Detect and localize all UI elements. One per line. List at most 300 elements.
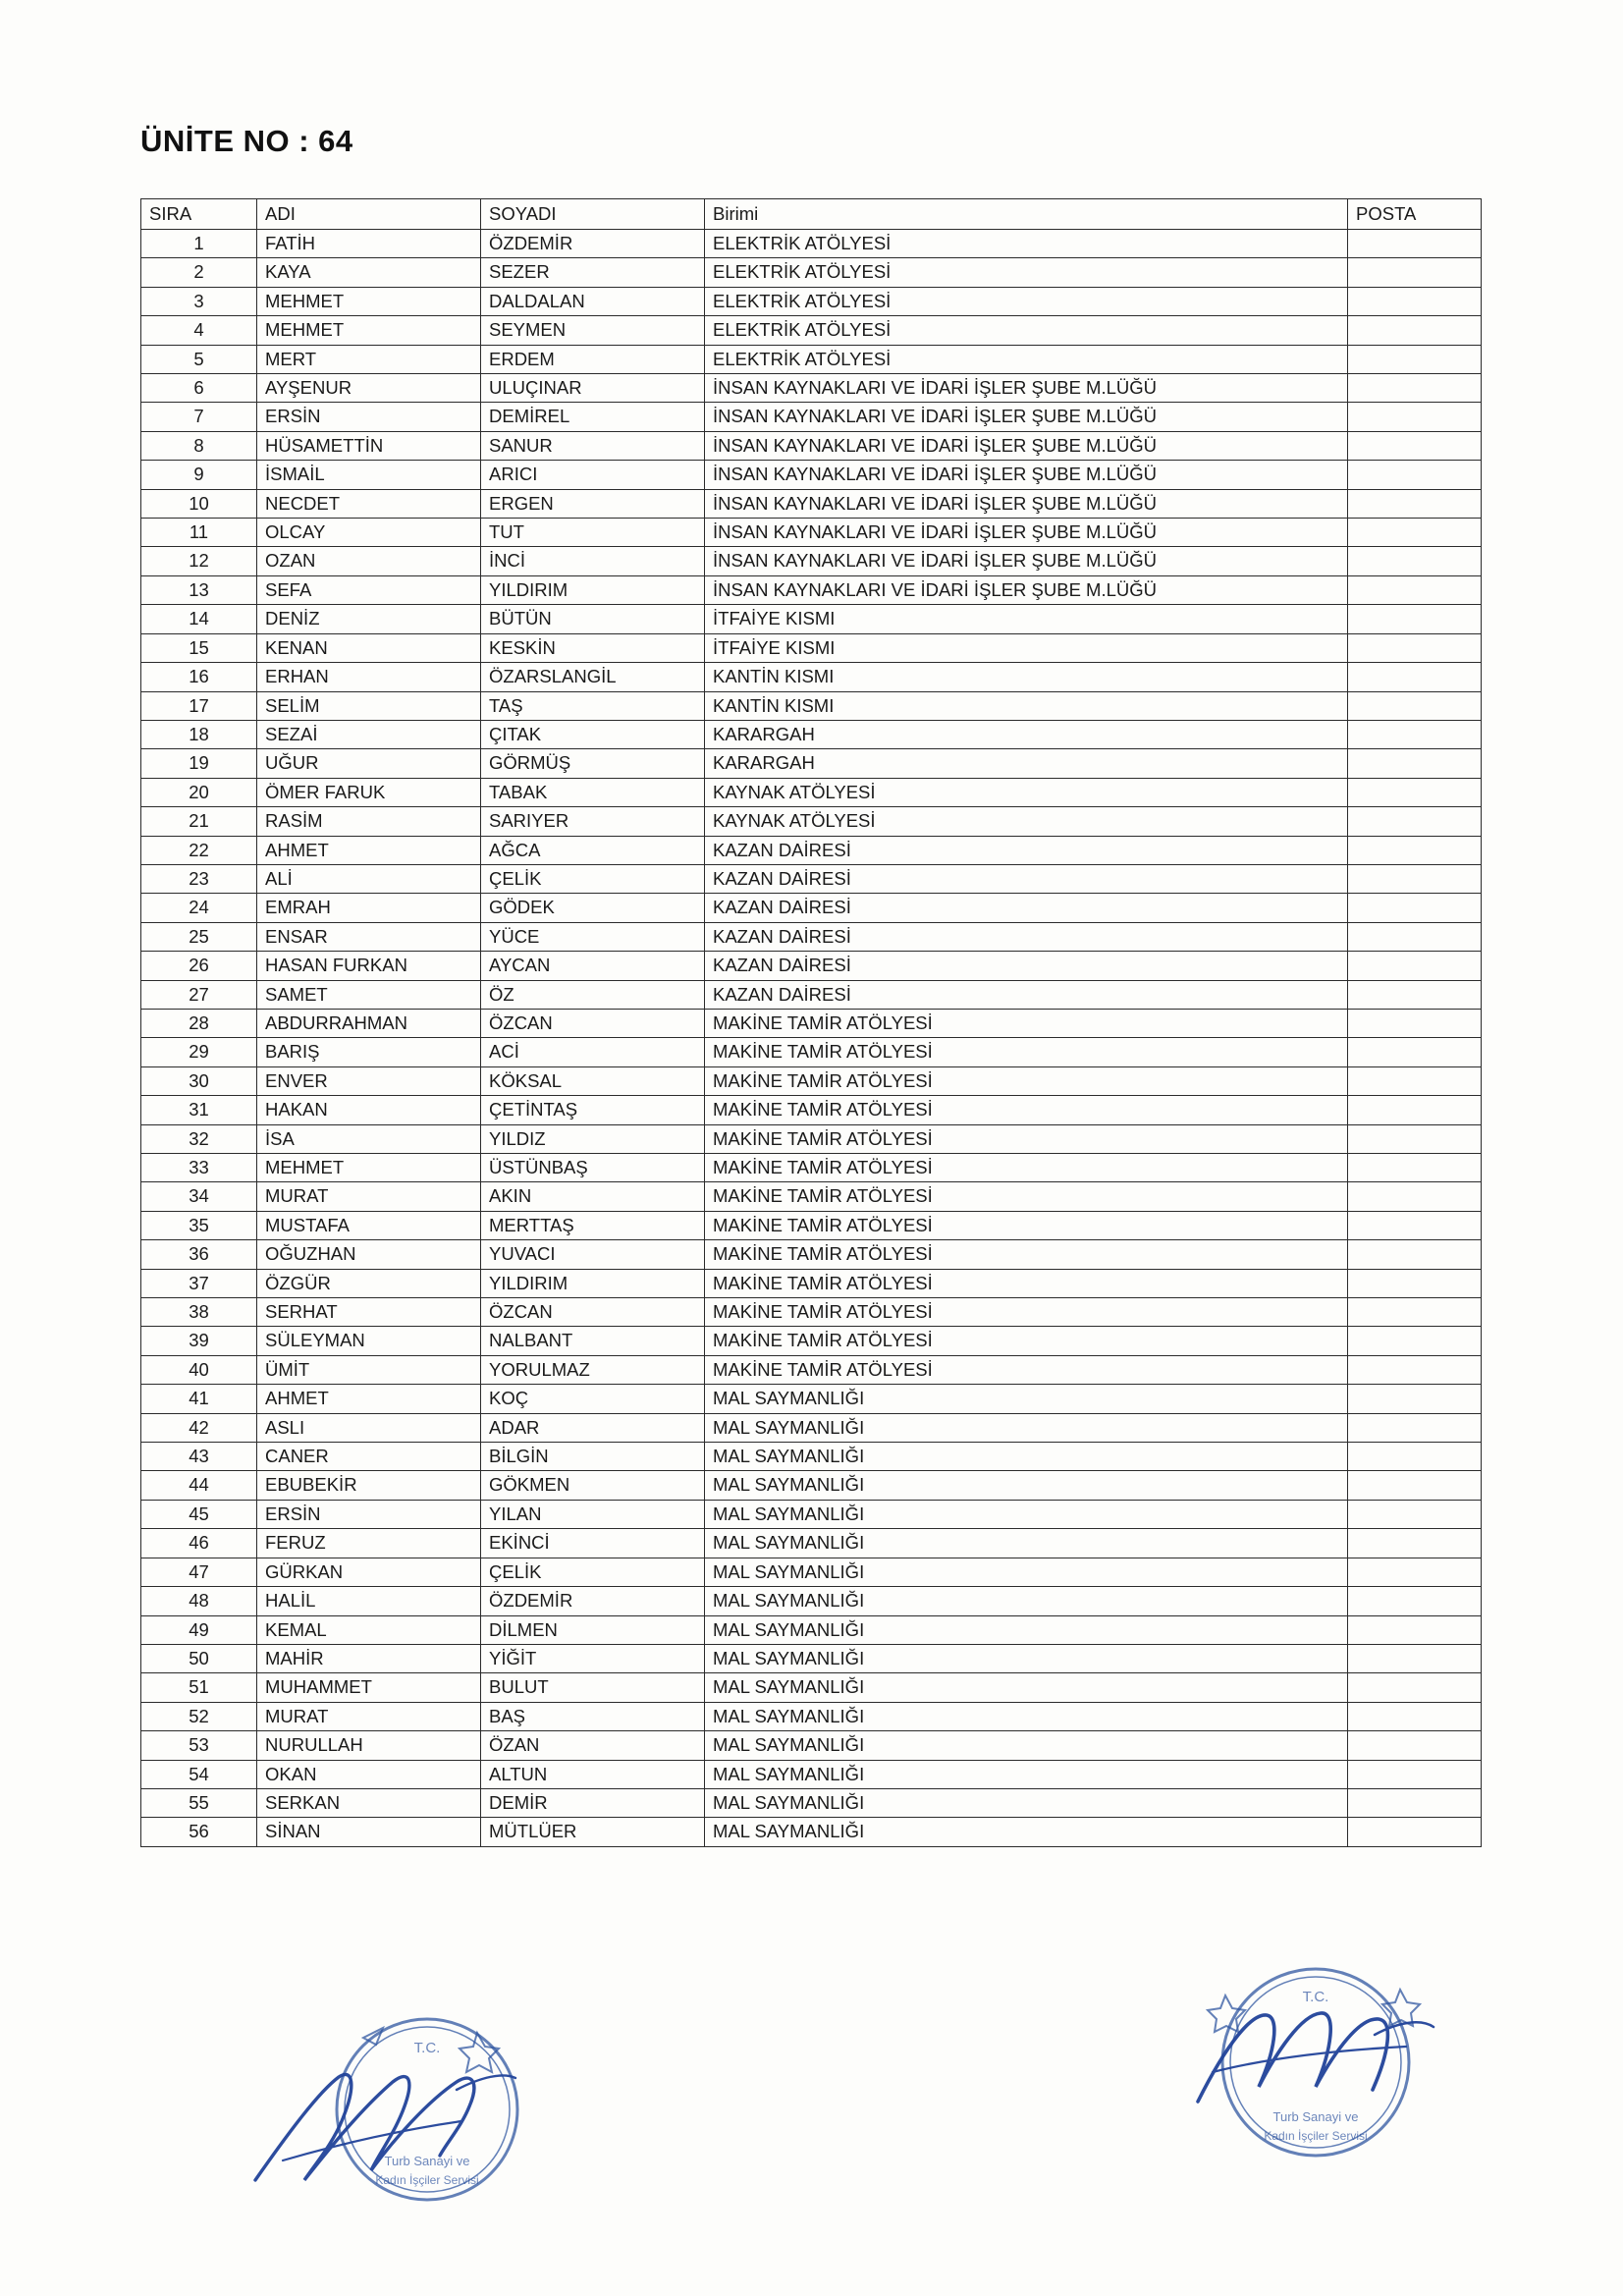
table-row	[141, 1644, 1482, 1672]
cell-sira: 25	[141, 922, 257, 951]
cell-sira: 22	[141, 836, 257, 864]
table-row	[141, 345, 1482, 373]
cell-birimi: MAL SAYMANLIĞI	[705, 1500, 1348, 1528]
cell-sira: 50	[141, 1644, 257, 1672]
table-row	[141, 1096, 1482, 1124]
cell-posta	[1348, 1760, 1482, 1788]
cell-birimi: KAYNAK ATÖLYESİ	[705, 807, 1348, 836]
cell-posta	[1348, 1298, 1482, 1327]
signature-stamp-left	[245, 1984, 579, 2269]
table-row	[141, 1240, 1482, 1269]
cell-adi: İSA	[257, 1124, 481, 1153]
cell-posta	[1348, 1615, 1482, 1644]
table-row	[141, 230, 1482, 258]
table-row	[141, 1154, 1482, 1182]
table-row	[141, 1818, 1482, 1846]
cell-birimi: KANTİN KISMI	[705, 691, 1348, 720]
table-row	[141, 720, 1482, 748]
cell-birimi: MAKİNE TAMİR ATÖLYESİ	[705, 1154, 1348, 1182]
cell-adi: NURULLAH	[257, 1731, 481, 1760]
cell-soyadi: ÖZ	[481, 980, 705, 1009]
table-row	[141, 749, 1482, 778]
cell-adi: EBUBEKİR	[257, 1471, 481, 1500]
cell-birimi: MAKİNE TAMİR ATÖLYESİ	[705, 1182, 1348, 1211]
cell-soyadi: SANUR	[481, 431, 705, 460]
cell-sira: 29	[141, 1038, 257, 1066]
cell-posta	[1348, 403, 1482, 431]
cell-posta	[1348, 1673, 1482, 1702]
cell-sira: 3	[141, 287, 257, 315]
cell-sira: 8	[141, 431, 257, 460]
cell-soyadi: ERDEM	[481, 345, 705, 373]
cell-sira: 12	[141, 547, 257, 575]
cell-adi: SİNAN	[257, 1818, 481, 1846]
cell-sira: 54	[141, 1760, 257, 1788]
cell-sira: 1	[141, 230, 257, 258]
cell-soyadi: YILDIZ	[481, 1124, 705, 1153]
cell-posta	[1348, 1154, 1482, 1182]
cell-adi: OZAN	[257, 547, 481, 575]
table-row	[141, 605, 1482, 633]
column-header-adi: ADI	[257, 199, 481, 230]
page-title: ÜNİTE NO : 64	[140, 124, 353, 158]
cell-birimi: KAZAN DAİRESİ	[705, 836, 1348, 864]
cell-posta	[1348, 1240, 1482, 1269]
table-row	[141, 1673, 1482, 1702]
cell-sira: 42	[141, 1413, 257, 1442]
cell-posta	[1348, 1587, 1482, 1615]
cell-birimi: KARARGAH	[705, 749, 1348, 778]
cell-sira: 6	[141, 374, 257, 403]
cell-sira: 56	[141, 1818, 257, 1846]
cell-birimi: MAKİNE TAMİR ATÖLYESİ	[705, 1009, 1348, 1037]
cell-soyadi: ERGEN	[481, 489, 705, 518]
cell-soyadi: ÖZDEMİR	[481, 230, 705, 258]
cell-adi: ERSİN	[257, 403, 481, 431]
cell-birimi: İNSAN KAYNAKLARI VE İDARİ İŞLER ŞUBE M.LÜĞÜ	[705, 403, 1348, 431]
cell-sira: 55	[141, 1788, 257, 1817]
table-row	[141, 1211, 1482, 1239]
cell-posta	[1348, 605, 1482, 633]
cell-sira: 30	[141, 1066, 257, 1095]
cell-adi: SERHAT	[257, 1298, 481, 1327]
cell-sira: 40	[141, 1355, 257, 1384]
cell-adi: ÜMİT	[257, 1355, 481, 1384]
cell-adi: SEFA	[257, 575, 481, 604]
cell-sira: 16	[141, 663, 257, 691]
table-row	[141, 1066, 1482, 1095]
cell-sira: 31	[141, 1096, 257, 1124]
cell-birimi: MAL SAYMANLIĞI	[705, 1587, 1348, 1615]
cell-adi: RASİM	[257, 807, 481, 836]
table-row	[141, 374, 1482, 403]
cell-birimi: MAKİNE TAMİR ATÖLYESİ	[705, 1298, 1348, 1327]
cell-soyadi: KÖKSAL	[481, 1066, 705, 1095]
cell-adi: GÜRKAN	[257, 1558, 481, 1586]
cell-soyadi: KOÇ	[481, 1385, 705, 1413]
cell-soyadi: KESKİN	[481, 633, 705, 662]
table-row	[141, 287, 1482, 315]
cell-sira: 15	[141, 633, 257, 662]
cell-sira: 24	[141, 894, 257, 922]
cell-sira: 48	[141, 1587, 257, 1615]
cell-posta	[1348, 1471, 1482, 1500]
cell-sira: 2	[141, 258, 257, 287]
cell-posta	[1348, 864, 1482, 893]
cell-adi: MUHAMMET	[257, 1673, 481, 1702]
cell-birimi: MAL SAYMANLIĞI	[705, 1818, 1348, 1846]
cell-posta	[1348, 519, 1482, 547]
cell-posta	[1348, 547, 1482, 575]
table-row	[141, 1385, 1482, 1413]
column-header-posta: POSTA	[1348, 199, 1482, 230]
cell-adi: ENVER	[257, 1066, 481, 1095]
cell-soyadi: NALBANT	[481, 1327, 705, 1355]
cell-birimi: MAL SAYMANLIĞI	[705, 1443, 1348, 1471]
cell-adi: MEHMET	[257, 287, 481, 315]
cell-sira: 45	[141, 1500, 257, 1528]
cell-posta	[1348, 1702, 1482, 1730]
cell-birimi: ELEKTRİK ATÖLYESİ	[705, 230, 1348, 258]
cell-posta	[1348, 1269, 1482, 1297]
cell-birimi: MAKİNE TAMİR ATÖLYESİ	[705, 1211, 1348, 1239]
table-row	[141, 1500, 1482, 1528]
cell-posta	[1348, 1096, 1482, 1124]
cell-soyadi: ÜSTÜNBAŞ	[481, 1154, 705, 1182]
cell-sira: 53	[141, 1731, 257, 1760]
cell-birimi: KAZAN DAİRESİ	[705, 894, 1348, 922]
cell-birimi: MAL SAYMANLIĞI	[705, 1702, 1348, 1730]
table-row	[141, 952, 1482, 980]
svg-text:Turb Sanayi ve: Turb Sanayi ve	[384, 2154, 470, 2168]
cell-sira: 18	[141, 720, 257, 748]
cell-soyadi: YILAN	[481, 1500, 705, 1528]
cell-posta	[1348, 836, 1482, 864]
cell-sira: 49	[141, 1615, 257, 1644]
cell-posta	[1348, 1558, 1482, 1586]
cell-soyadi: DALDALAN	[481, 287, 705, 315]
cell-birimi: MAKİNE TAMİR ATÖLYESİ	[705, 1240, 1348, 1269]
table-row	[141, 922, 1482, 951]
cell-soyadi: ÇELİK	[481, 1558, 705, 1586]
table-row	[141, 1182, 1482, 1211]
cell-soyadi: ÖZARSLANGİL	[481, 663, 705, 691]
cell-sira: 37	[141, 1269, 257, 1297]
cell-adi: AHMET	[257, 836, 481, 864]
cell-posta	[1348, 489, 1482, 518]
table-row	[141, 1615, 1482, 1644]
cell-sira: 11	[141, 519, 257, 547]
cell-birimi: MAL SAYMANLIĞI	[705, 1760, 1348, 1788]
column-header-sira: SIRA	[141, 199, 257, 230]
cell-soyadi: MERTTAŞ	[481, 1211, 705, 1239]
svg-text:Turb Sanayi ve: Turb Sanayi ve	[1272, 2109, 1359, 2124]
cell-adi: MEHMET	[257, 316, 481, 345]
cell-posta	[1348, 461, 1482, 489]
table-row	[141, 461, 1482, 489]
cell-posta	[1348, 374, 1482, 403]
table-header-row	[141, 199, 1482, 230]
cell-adi: KEMAL	[257, 1615, 481, 1644]
cell-birimi: İNSAN KAYNAKLARI VE İDARİ İŞLER ŞUBE M.LÜĞÜ	[705, 431, 1348, 460]
cell-soyadi: BAŞ	[481, 1702, 705, 1730]
cell-sira: 21	[141, 807, 257, 836]
cell-soyadi: ÇELİK	[481, 864, 705, 893]
cell-adi: ASLI	[257, 1413, 481, 1442]
table-row	[141, 1471, 1482, 1500]
cell-adi: KAYA	[257, 258, 481, 287]
cell-posta	[1348, 1731, 1482, 1760]
cell-posta	[1348, 1009, 1482, 1037]
cell-posta	[1348, 1529, 1482, 1558]
cell-sira: 13	[141, 575, 257, 604]
cell-sira: 39	[141, 1327, 257, 1355]
cell-adi: SEZAİ	[257, 720, 481, 748]
cell-adi: MURAT	[257, 1182, 481, 1211]
cell-soyadi: ACİ	[481, 1038, 705, 1066]
cell-sira: 17	[141, 691, 257, 720]
cell-soyadi: BİLGİN	[481, 1443, 705, 1471]
cell-soyadi: YILDIRIM	[481, 1269, 705, 1297]
table-row	[141, 519, 1482, 547]
table-row	[141, 1731, 1482, 1760]
cell-soyadi: GÖKMEN	[481, 1471, 705, 1500]
cell-adi: ABDURRAHMAN	[257, 1009, 481, 1037]
cell-adi: MAHİR	[257, 1644, 481, 1672]
cell-soyadi: ARICI	[481, 461, 705, 489]
cell-birimi: MAL SAYMANLIĞI	[705, 1644, 1348, 1672]
cell-birimi: MAKİNE TAMİR ATÖLYESİ	[705, 1066, 1348, 1095]
cell-soyadi: TUT	[481, 519, 705, 547]
cell-birimi: İNSAN KAYNAKLARI VE İDARİ İŞLER ŞUBE M.LÜĞÜ	[705, 374, 1348, 403]
cell-posta	[1348, 1818, 1482, 1846]
cell-sira: 35	[141, 1211, 257, 1239]
cell-posta	[1348, 1355, 1482, 1384]
cell-sira: 28	[141, 1009, 257, 1037]
cell-soyadi: TAŞ	[481, 691, 705, 720]
cell-posta	[1348, 1500, 1482, 1528]
cell-birimi: KARARGAH	[705, 720, 1348, 748]
cell-adi: SAMET	[257, 980, 481, 1009]
table-row	[141, 1760, 1482, 1788]
cell-soyadi: ÇITAK	[481, 720, 705, 748]
table-row	[141, 894, 1482, 922]
cell-adi: ÖZGÜR	[257, 1269, 481, 1297]
table-row	[141, 258, 1482, 287]
cell-soyadi: YORULMAZ	[481, 1355, 705, 1384]
cell-adi: ENSAR	[257, 922, 481, 951]
cell-soyadi: GÖRMÜŞ	[481, 749, 705, 778]
cell-sira: 9	[141, 461, 257, 489]
cell-birimi: MAKİNE TAMİR ATÖLYESİ	[705, 1269, 1348, 1297]
cell-posta	[1348, 230, 1482, 258]
cell-posta	[1348, 952, 1482, 980]
cell-soyadi: DEMİREL	[481, 403, 705, 431]
cell-birimi: MAL SAYMANLIĞI	[705, 1471, 1348, 1500]
cell-soyadi: BÜTÜN	[481, 605, 705, 633]
cell-sira: 38	[141, 1298, 257, 1327]
cell-sira: 51	[141, 1673, 257, 1702]
cell-posta	[1348, 1211, 1482, 1239]
cell-sira: 36	[141, 1240, 257, 1269]
cell-birimi: MAKİNE TAMİR ATÖLYESİ	[705, 1327, 1348, 1355]
cell-birimi: MAL SAYMANLIĞI	[705, 1788, 1348, 1817]
cell-posta	[1348, 1413, 1482, 1442]
cell-adi: FERUZ	[257, 1529, 481, 1558]
cell-adi: AHMET	[257, 1385, 481, 1413]
cell-sira: 7	[141, 403, 257, 431]
cell-posta	[1348, 1443, 1482, 1471]
cell-posta	[1348, 980, 1482, 1009]
cell-adi: OKAN	[257, 1760, 481, 1788]
cell-birimi: İTFAİYE KISMI	[705, 633, 1348, 662]
table-row	[141, 691, 1482, 720]
cell-soyadi: ÇETİNTAŞ	[481, 1096, 705, 1124]
cell-adi: İSMAİL	[257, 461, 481, 489]
cell-soyadi: DİLMEN	[481, 1615, 705, 1644]
table-row	[141, 1558, 1482, 1586]
table-row	[141, 403, 1482, 431]
signature-stamp-right	[1159, 1944, 1473, 2210]
cell-posta	[1348, 1038, 1482, 1066]
cell-sira: 44	[141, 1471, 257, 1500]
cell-adi: NECDET	[257, 489, 481, 518]
cell-birimi: MAL SAYMANLIĞI	[705, 1529, 1348, 1558]
cell-birimi: KAZAN DAİRESİ	[705, 922, 1348, 951]
table-row	[141, 431, 1482, 460]
cell-adi: EMRAH	[257, 894, 481, 922]
cell-soyadi: ÖZDEMİR	[481, 1587, 705, 1615]
table-row	[141, 1788, 1482, 1817]
cell-birimi: İNSAN KAYNAKLARI VE İDARİ İŞLER ŞUBE M.LÜĞÜ	[705, 489, 1348, 518]
cell-posta	[1348, 1385, 1482, 1413]
cell-soyadi: AĞCA	[481, 836, 705, 864]
cell-adi: ÖMER FARUK	[257, 778, 481, 806]
cell-birimi: MAKİNE TAMİR ATÖLYESİ	[705, 1038, 1348, 1066]
table-row	[141, 575, 1482, 604]
cell-birimi: ELEKTRİK ATÖLYESİ	[705, 258, 1348, 287]
cell-soyadi: ÖZCAN	[481, 1298, 705, 1327]
table-row	[141, 1298, 1482, 1327]
cell-adi: AYŞENUR	[257, 374, 481, 403]
cell-birimi: MAL SAYMANLIĞI	[705, 1385, 1348, 1413]
cell-soyadi: ÖZAN	[481, 1731, 705, 1760]
cell-birimi: ELEKTRİK ATÖLYESİ	[705, 287, 1348, 315]
cell-birimi: KAZAN DAİRESİ	[705, 864, 1348, 893]
cell-adi: ERHAN	[257, 663, 481, 691]
cell-adi: FATİH	[257, 230, 481, 258]
cell-posta	[1348, 807, 1482, 836]
cell-birimi: KAZAN DAİRESİ	[705, 980, 1348, 1009]
cell-soyadi: BULUT	[481, 1673, 705, 1702]
cell-posta	[1348, 1644, 1482, 1672]
cell-soyadi: ADAR	[481, 1413, 705, 1442]
cell-adi: OLCAY	[257, 519, 481, 547]
cell-posta	[1348, 575, 1482, 604]
cell-soyadi: SARIYER	[481, 807, 705, 836]
cell-sira: 41	[141, 1385, 257, 1413]
cell-soyadi: YUVACI	[481, 1240, 705, 1269]
cell-birimi: MAL SAYMANLIĞI	[705, 1673, 1348, 1702]
cell-posta	[1348, 345, 1482, 373]
table-row	[141, 1529, 1482, 1558]
cell-birimi: ELEKTRİK ATÖLYESİ	[705, 345, 1348, 373]
cell-posta	[1348, 431, 1482, 460]
table-row	[141, 1413, 1482, 1442]
cell-soyadi: İNCİ	[481, 547, 705, 575]
cell-soyadi: DEMİR	[481, 1788, 705, 1817]
cell-soyadi: ULUÇINAR	[481, 374, 705, 403]
cell-sira: 4	[141, 316, 257, 345]
table-row	[141, 1038, 1482, 1066]
cell-adi: UĞUR	[257, 749, 481, 778]
cell-sira: 34	[141, 1182, 257, 1211]
cell-posta	[1348, 1182, 1482, 1211]
cell-posta	[1348, 1788, 1482, 1817]
cell-sira: 33	[141, 1154, 257, 1182]
cell-adi: HÜSAMETTİN	[257, 431, 481, 460]
cell-posta	[1348, 749, 1482, 778]
table-row	[141, 864, 1482, 893]
cell-posta	[1348, 894, 1482, 922]
cell-posta	[1348, 922, 1482, 951]
table-row	[141, 1009, 1482, 1037]
table-row	[141, 633, 1482, 662]
cell-posta	[1348, 287, 1482, 315]
cell-birimi: MAL SAYMANLIĞI	[705, 1558, 1348, 1586]
table-row	[141, 489, 1482, 518]
cell-soyadi: YÜCE	[481, 922, 705, 951]
cell-birimi: İNSAN KAYNAKLARI VE İDARİ İŞLER ŞUBE M.LÜĞÜ	[705, 461, 1348, 489]
svg-text:Kadın İşçiler Servisi: Kadın İşçiler Servisi	[1264, 2129, 1368, 2143]
cell-birimi: KAYNAK ATÖLYESİ	[705, 778, 1348, 806]
cell-sira: 47	[141, 1558, 257, 1586]
cell-birimi: İNSAN KAYNAKLARI VE İDARİ İŞLER ŞUBE M.LÜĞÜ	[705, 519, 1348, 547]
cell-soyadi: GÖDEK	[481, 894, 705, 922]
table-row	[141, 316, 1482, 345]
cell-sira: 27	[141, 980, 257, 1009]
cell-sira: 5	[141, 345, 257, 373]
cell-birimi: MAKİNE TAMİR ATÖLYESİ	[705, 1096, 1348, 1124]
cell-adi: HASAN FURKAN	[257, 952, 481, 980]
svg-text:Kadın İşçiler Servisi: Kadın İşçiler Servisi	[375, 2173, 479, 2187]
cell-soyadi: AYCAN	[481, 952, 705, 980]
cell-adi: SERKAN	[257, 1788, 481, 1817]
table-row	[141, 807, 1482, 836]
cell-soyadi: SEZER	[481, 258, 705, 287]
cell-soyadi: YILDIRIM	[481, 575, 705, 604]
cell-sira: 43	[141, 1443, 257, 1471]
cell-adi: HALİL	[257, 1587, 481, 1615]
cell-posta	[1348, 691, 1482, 720]
table-row	[141, 1702, 1482, 1730]
table-body	[141, 230, 1482, 1847]
column-header-birimi: Birimi	[705, 199, 1348, 230]
cell-adi: HAKAN	[257, 1096, 481, 1124]
table-row	[141, 1124, 1482, 1153]
cell-birimi: İNSAN KAYNAKLARI VE İDARİ İŞLER ŞUBE M.LÜĞÜ	[705, 547, 1348, 575]
table-row	[141, 980, 1482, 1009]
cell-sira: 32	[141, 1124, 257, 1153]
cell-birimi: İNSAN KAYNAKLARI VE İDARİ İŞLER ŞUBE M.LÜĞÜ	[705, 575, 1348, 604]
table-row	[141, 1327, 1482, 1355]
cell-adi: KENAN	[257, 633, 481, 662]
cell-adi: CANER	[257, 1443, 481, 1471]
cell-sira: 20	[141, 778, 257, 806]
cell-adi: DENİZ	[257, 605, 481, 633]
cell-soyadi: YİĞİT	[481, 1644, 705, 1672]
cell-birimi: MAL SAYMANLIĞI	[705, 1731, 1348, 1760]
